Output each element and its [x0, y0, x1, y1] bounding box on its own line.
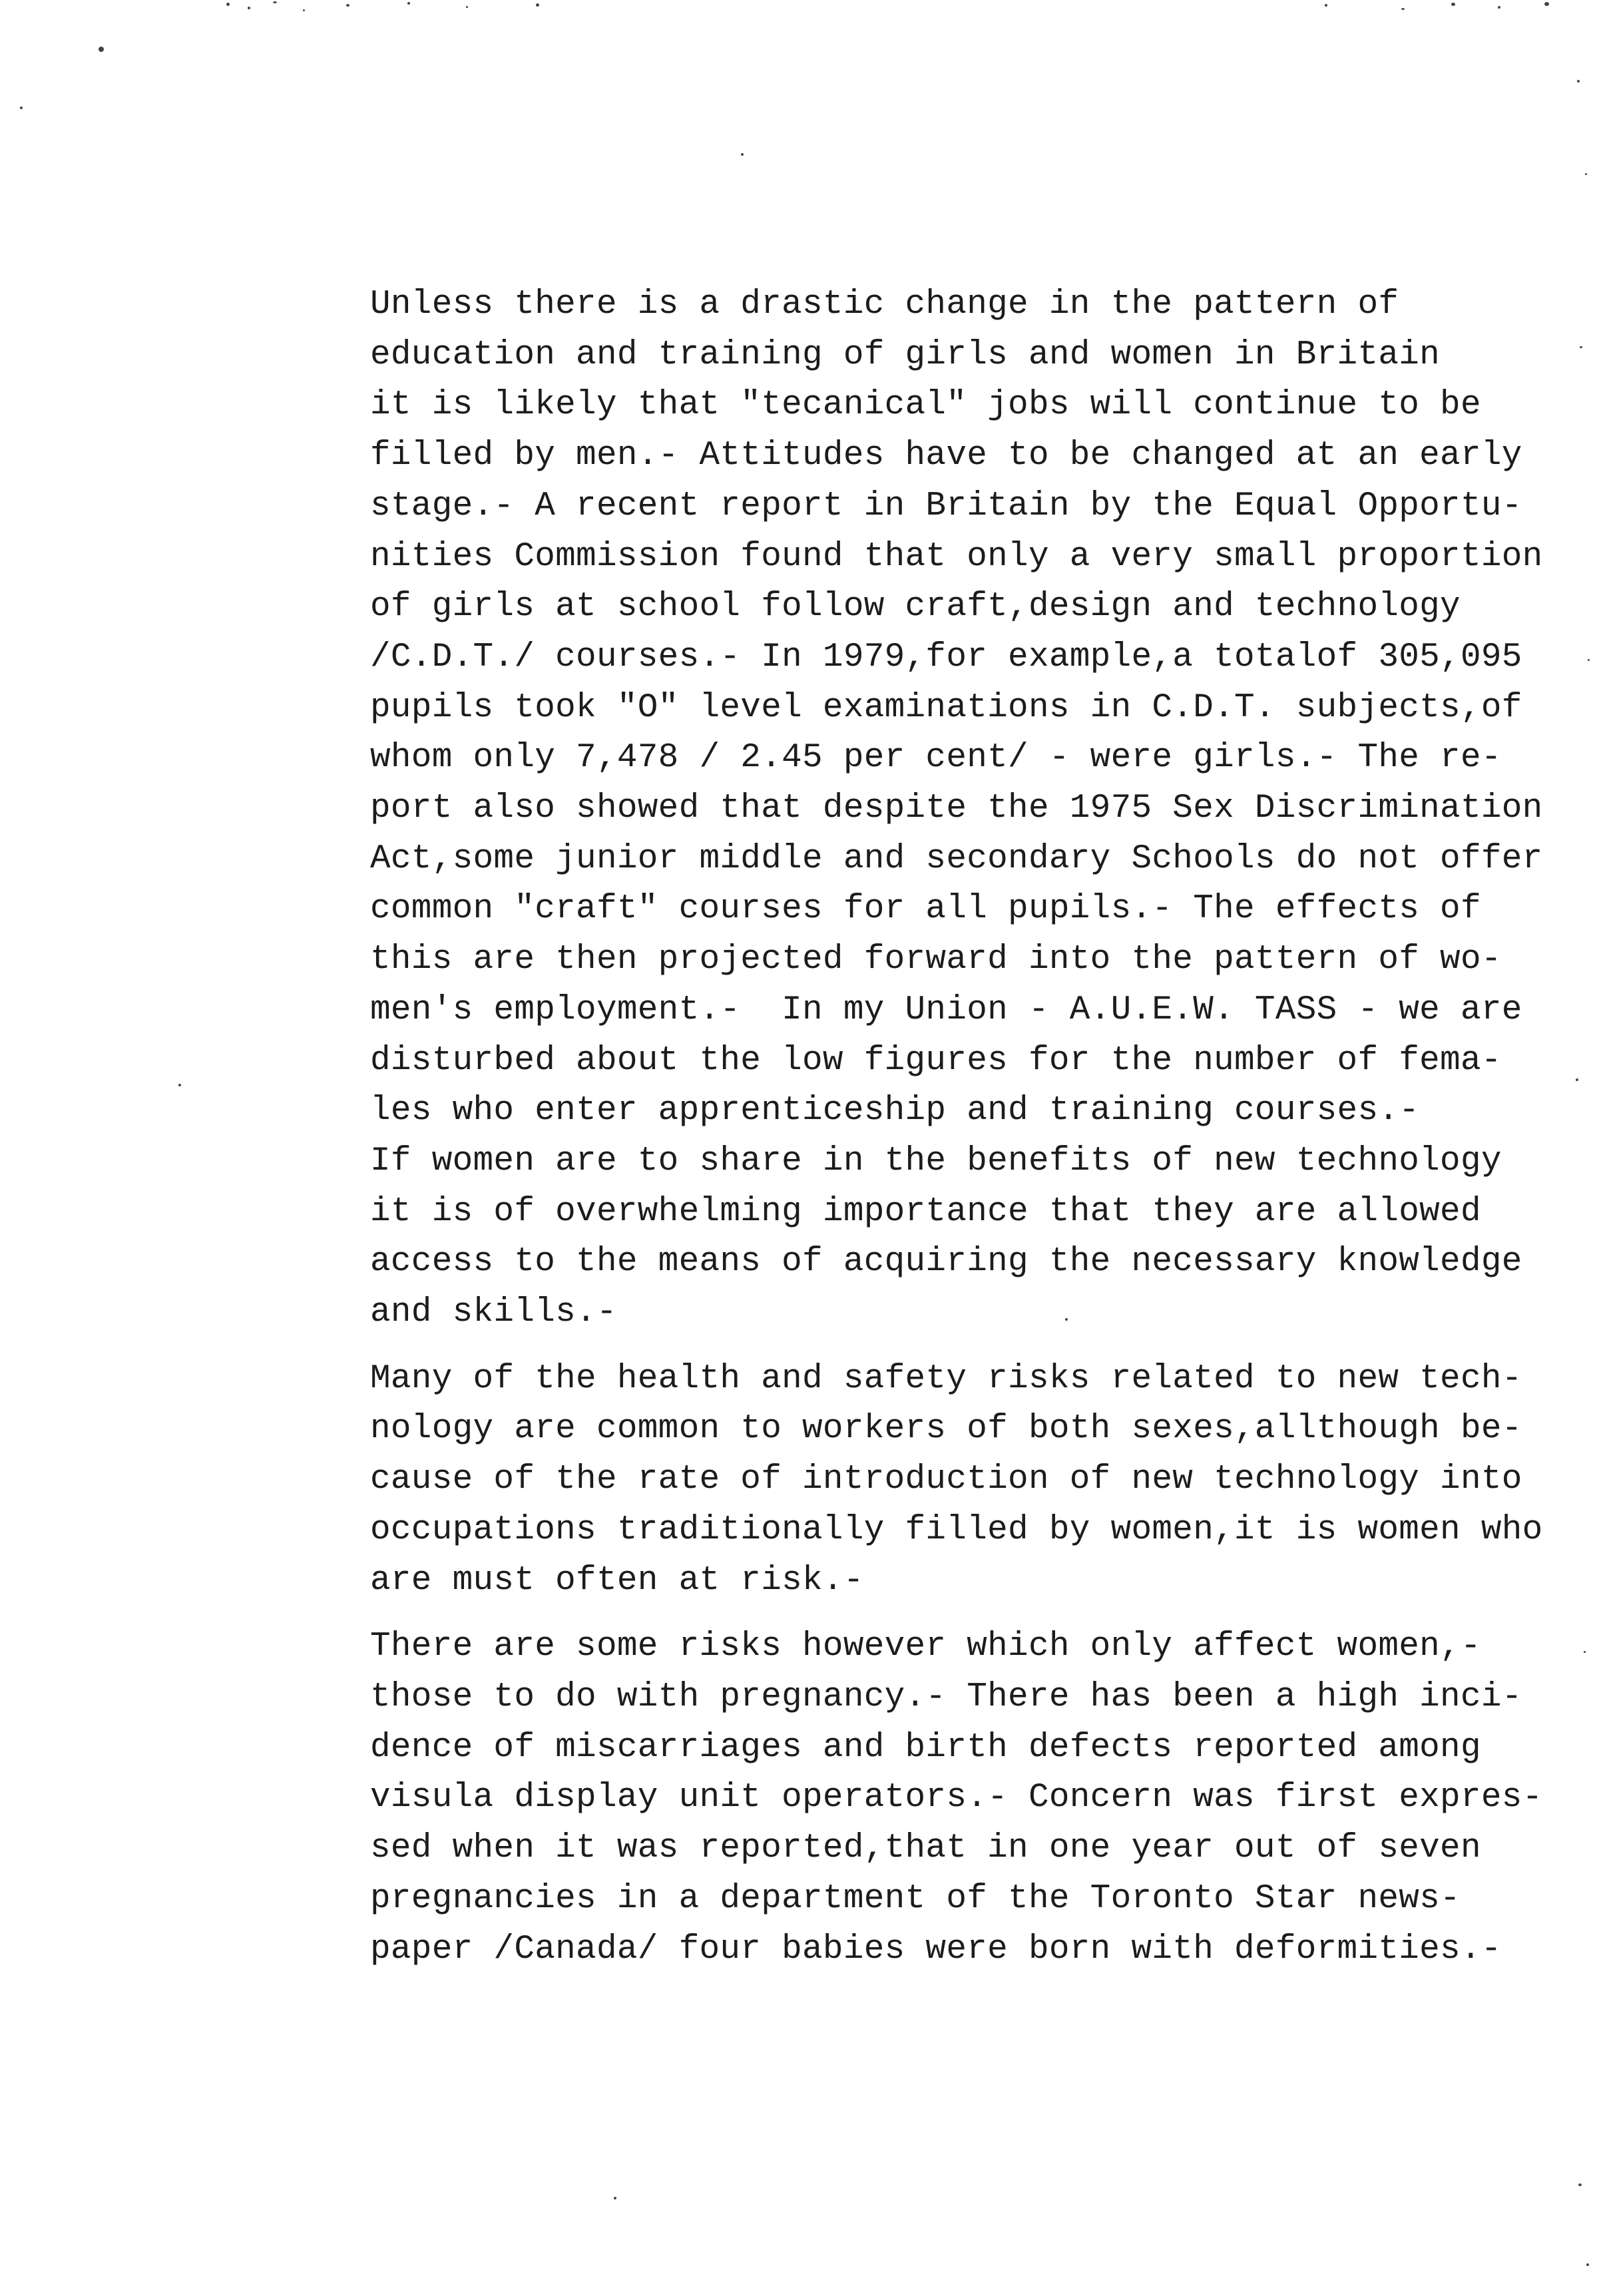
text-line: this are then projected forward into the pattern of wo- [370, 941, 1502, 979]
text-line: those to do with pregnancy.- There has been a high inci- [370, 1678, 1522, 1716]
text-line: Unless there is a drastic change in the pattern of [370, 286, 1399, 324]
text-line: disturbed about the low figures for the number of fema- [370, 1041, 1502, 1080]
text-line: filled by men.- Attitudes have to be changed at an early [370, 437, 1522, 475]
paragraph-health-safety [370, 1354, 1568, 1606]
text-line: education and training of girls and women in Britain [370, 336, 1441, 374]
text-line: cause of the rate of introduction of new technology into [370, 1461, 1522, 1499]
text-line: are must often at risk.- [370, 1561, 864, 1600]
text-line: If women are to share in the benefits of new technology [370, 1142, 1502, 1180]
text-line: it is likely that "tecanical" jobs will continue to be [370, 386, 1481, 425]
text-line: port also showed that despite the 1975 Sex Discrimination [370, 790, 1543, 828]
text-line: and skills.- [370, 1293, 617, 1332]
text-line: les who enter apprenticeship and training courses.- [370, 1092, 1420, 1130]
text-line: occupations traditionally filled by women,it is women who [370, 1510, 1543, 1549]
text-line: nology are common to workers of both sexes,allthough be- [370, 1410, 1522, 1449]
body-text [370, 280, 1568, 1974]
text-line: Act,some junior middle and secondary Schools do not offer [370, 839, 1543, 878]
scan-noise-top [0, 0, 1597, 20]
text-line: paper /Canada/ four babies were born with deformities.- [370, 1930, 1502, 1968]
paragraph-pregnancy-risks [370, 1622, 1568, 1974]
text-line: Many of the health and safety risks related to new tech- [370, 1359, 1522, 1398]
text-line: stage.- A recent report in Britain by the Equal Opportu- [370, 487, 1522, 525]
text-line: of girls at school follow craft,design and technology [370, 588, 1461, 626]
text-line: dence of miscarriages and birth defects reported among [370, 1728, 1481, 1767]
text-line: it is of overwhelming importance that they are allowed [370, 1192, 1481, 1231]
text-line: sed when it was reported,that in one year out of seven [370, 1829, 1481, 1868]
text-line: nities Commission found that only a very small proportion [370, 537, 1543, 576]
paragraph-technical-training [370, 280, 1568, 1338]
scan-speck [99, 47, 104, 52]
scan-speck [178, 1084, 181, 1086]
text-line: whom only 7,478 / 2.45 per cent/ - were girls.- The re- [370, 739, 1502, 778]
text-line: pupils took "O" level examinations in C.D.T. subjects,of [370, 688, 1522, 727]
text-line: There are some risks however which only affect women,- [370, 1628, 1481, 1666]
text-line: common "craft" courses for all pupils.- The effects of [370, 890, 1481, 929]
scan-speck [20, 107, 23, 109]
scan-noise-right [1570, 0, 1597, 2296]
scan-speck [614, 2197, 616, 2199]
text-line: /C.D.T./ courses.- In 1979,for example,a totalof 305,095 [370, 638, 1522, 676]
text-line: pregnancies in a department of the Toronto Star news- [370, 1879, 1461, 1918]
scan-speck [741, 153, 744, 156]
text-line: men's employment.- In my Union - A.U.E.W. TASS - we are [370, 991, 1522, 1029]
text-line: visula display unit operators.- Concern was first expres- [370, 1779, 1543, 1817]
text-line: access to the means of acquiring the necessary knowledge [370, 1243, 1522, 1281]
